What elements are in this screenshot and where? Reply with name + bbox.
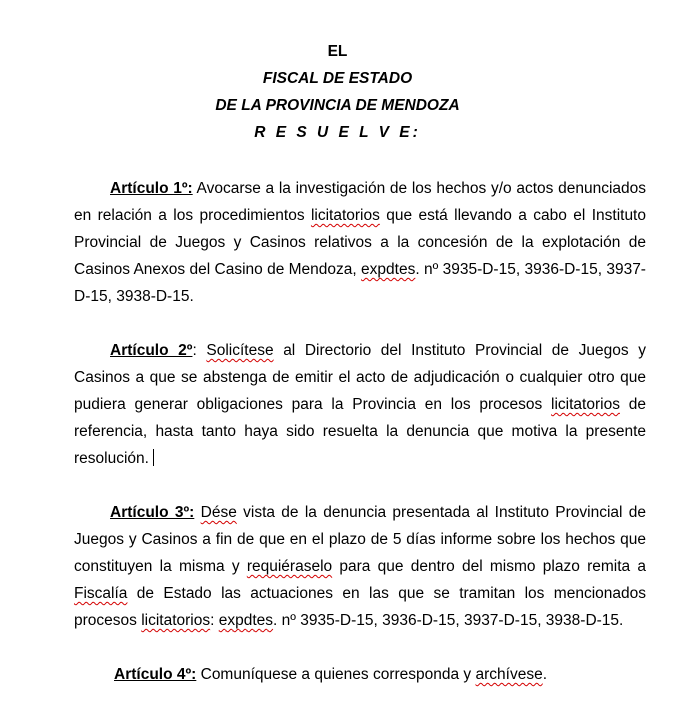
spellcheck-word: requiéraselo	[246, 558, 333, 575]
text-cursor	[153, 449, 154, 466]
article-1-label: Artículo 1º:	[110, 180, 193, 197]
spellcheck-word: archívese	[475, 666, 543, 683]
article-4-text: .	[542, 666, 548, 683]
article-3-text: . nº 3935-D-15, 3936-D-15, 3937-D-15, 3938-D-15.	[273, 612, 624, 629]
article-3-text: de Estado las actuaciones en las que se tramitan los mencionados procesos	[74, 585, 646, 629]
heading-resuelve: R E S U E L V E:	[254, 124, 421, 141]
article-3-text: para que dentro del mismo plazo remita a	[332, 558, 646, 575]
heading-fiscal: FISCAL DE ESTADO	[262, 70, 413, 87]
article-1-text: Avocarse a la investigación de los hechos y/o actos denunciados en relación a los procedimientos	[74, 180, 646, 224]
heading-el: EL	[327, 43, 348, 60]
heading-provincia: DE LA PROVINCIA DE MENDOZA	[215, 97, 460, 114]
article-4-label: Artículo 4º:	[114, 666, 197, 683]
article-2-text: :	[192, 342, 207, 359]
article-4-text: Comuníquese a quienes corresponda y	[196, 666, 476, 683]
article-3[interactable]	[74, 499, 646, 634]
article-4[interactable]	[114, 661, 654, 688]
article-1[interactable]	[74, 175, 646, 310]
spellcheck-word: licitatorios	[141, 612, 211, 629]
spellcheck-word: Dése	[200, 504, 237, 521]
article-3-text: vista de la denuncia presentada al Instituto Provincial de Juegos y Casinos a fin de que en el plazo de 5 días informe sobre los hechos que constituyen la misma y	[74, 504, 646, 575]
article-3-label: Artículo 3º:	[110, 504, 195, 521]
article-2-label: Artículo 2º	[110, 342, 193, 359]
article-1-text: . nº 3935-D-15, 3936-D-15, 3937-D-15, 3938-D-15.	[74, 261, 646, 305]
article-1-text: que está llevando a cabo el Instituto Provincial de Juegos y Casinos relativos a la concesión de la explotación de Casinos Anexos del Casino de Mendoza,	[74, 207, 646, 278]
spellcheck-word: expdtes	[361, 261, 416, 278]
spellcheck-word: expdtes	[218, 612, 274, 629]
article-2-text: de referencia, hasta tanto haya sido resuelta la denuncia que motiva la presente resolución.	[74, 396, 646, 467]
spellcheck-word: licitatorios	[310, 207, 380, 224]
spellcheck-word: Fiscalía	[74, 585, 128, 602]
article-3-text: :	[210, 612, 219, 629]
spellcheck-word: licitatorios	[551, 396, 620, 413]
article-2-text: al Directorio del Instituto Provincial de Juegos y Casinos a que se abstenga de emitir el acto de adjudicación o cualquier otro que pudiera generar obligaciones para la Provincia en los procesos	[74, 342, 646, 413]
spellcheck-word: Solicítese	[206, 342, 274, 359]
article-2[interactable]	[74, 337, 646, 472]
